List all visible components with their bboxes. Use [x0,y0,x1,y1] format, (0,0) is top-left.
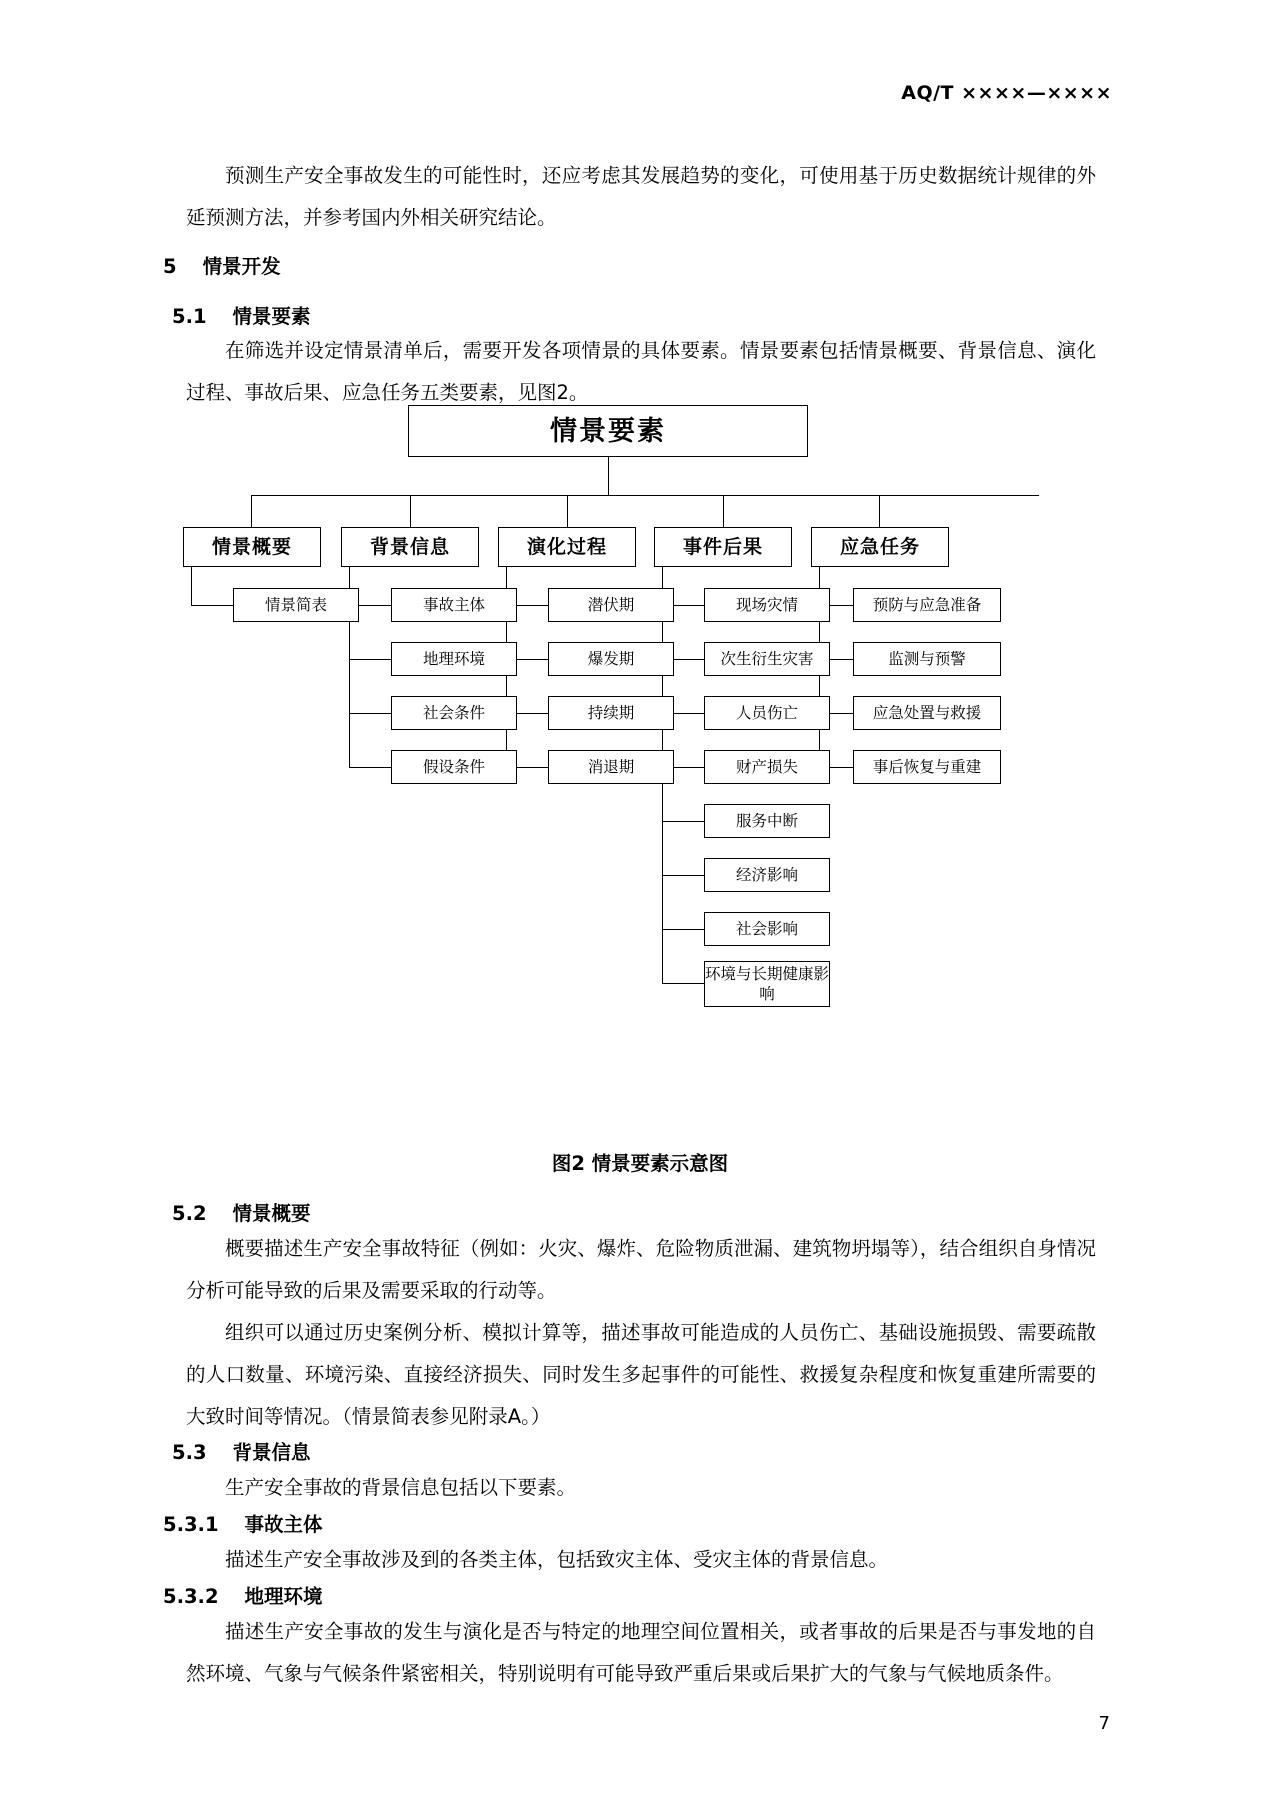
diagram-branch-title-1: 情景概要 [183,527,321,567]
heading-5-3-2 [163,1581,323,1609]
heading-5-2 [172,1198,311,1226]
diagram-leaf-b2-c1: 事故主体 [391,588,517,622]
heading-5-2-number: 5.2 [172,1202,207,1225]
diagram-leaf-b3-c2: 爆发期 [548,642,674,676]
heading-5-1 [172,301,311,329]
connector-drop-4 [723,495,724,527]
diagram-leaf-b4-c3: 人员伤亡 [704,696,830,730]
connector-b4-c5 [662,821,704,822]
heading-5-3-2-title: 地理环境 [244,1585,323,1608]
diagram-leaf-b2-c4: 假设条件 [391,750,517,784]
diagram-leaf-b5-c1: 预防与应急准备 [853,588,1001,622]
diagram-leaf-b4-c8: 环境与长期健康影响 [704,961,830,1007]
diagram-leaf-b5-c3: 应急处置与救援 [853,696,1001,730]
connector-drop-3 [567,495,568,527]
paragraph-intro: 预测生产安全事故发生的可能性时，还应考虑其发展趋势的变化，可使用基于历史数据统计规律的外延预测方法，并参考国内外相关研究结论。 [186,164,1096,229]
figure-2-scenario-elements [163,405,1093,1105]
heading-5-3-title: 背景信息 [232,1441,311,1464]
paragraph-5-3-1: 描述生产安全事故涉及到的各类主体，包括致灾主体、受灾主体的背景信息。 [225,1548,889,1571]
connector-b1-spine [191,567,192,605]
diagram-leaf-b4-c6: 经济影响 [704,858,830,892]
heading-5-3-1-title: 事故主体 [244,1513,323,1536]
heading-5-1-number: 5.1 [172,305,207,328]
paragraph-5-2-1: 概要描述生产安全事故特征（例如：火灾、爆炸、危险物质泄漏、建筑物坍塌等），结合组织自身情况分析可能导致的后果及需要采取的行动等。 [186,1237,1096,1302]
paragraph-5-2-2: 组织可以通过历史案例分析、模拟计算等，描述事故可能造成的人员伤亡、基础设施损毁、需要疏散的人口数量、环境污染、直接经济损失、同时发生多起事件的可能性、救援复杂程度和恢复重建所需要的大致时间等情况。（情景简表参见附录A。） [186,1321,1096,1428]
diagram-leaf-b1-c1: 情景简表 [233,588,359,622]
heading-5-3-1-number: 5.3.1 [163,1513,219,1536]
diagram-leaf-b4-c1: 现场灾情 [704,588,830,622]
connector-drop-2 [410,495,411,527]
connector-b4-c8 [662,983,704,984]
connector-drop-1 [251,495,252,527]
heading-5-title: 情景开发 [202,255,281,278]
connector-b2-c4 [349,767,391,768]
diagram-leaf-b3-c3: 持续期 [548,696,674,730]
paragraph-5-1: 在筛选并设定情景清单后，需要开发各项情景的具体要素。情景要素包括情景概要、背景信息、演化过程、事故后果、应急任务五类要素，见图2。 [186,339,1096,404]
paragraph-5-3: 生产安全事故的背景信息包括以下要素。 [225,1476,577,1499]
heading-5-3-1 [163,1509,323,1537]
diagram-branch-title-3: 演化过程 [498,527,636,567]
connector-b4-c6 [662,875,704,876]
diagram-leaf-b4-c5: 服务中断 [704,804,830,838]
connector-b2-c2 [349,659,391,660]
connector-b2-c3 [349,713,391,714]
diagram-root-node: 情景要素 [408,405,808,457]
page-number: 7 [1098,1713,1110,1734]
connector-drop-5 [879,495,880,527]
diagram-leaf-b4-c2: 次生衍生灾害 [704,642,830,676]
heading-5-number: 5 [163,255,177,278]
diagram-leaf-b2-c3: 社会条件 [391,696,517,730]
diagram-leaf-b5-c2: 监测与预警 [853,642,1001,676]
diagram-leaf-b3-c4: 消退期 [548,750,674,784]
diagram-leaf-b4-c4: 财产损失 [704,750,830,784]
connector-b1-c1 [191,605,233,606]
connector-level2-bus [251,495,1039,496]
heading-5-3 [172,1437,311,1465]
connector-b4-c7 [662,929,704,930]
paragraph-5-3-2: 描述生产安全事故的发生与演化是否与特定的地理空间位置相关，或者事故的后果是否与事发地的自然环境、气象与气候条件紧密相关，特别说明有可能导致严重后果或后果扩大的气象与气候地质条件。 [186,1620,1096,1685]
diagram-branch-title-5: 应急任务 [811,527,949,567]
diagram-leaf-b2-c2: 地理环境 [391,642,517,676]
figure-2-caption: 图2 情景要素示意图 [551,1152,729,1175]
diagram-branch-title-2: 背景信息 [341,527,479,567]
diagram-leaf-b5-c4: 事后恢复与重建 [853,750,1001,784]
heading-5 [163,251,281,279]
heading-5-3-2-number: 5.3.2 [163,1585,219,1608]
heading-5-1-title: 情景要素 [232,305,311,328]
heading-5-3-number: 5.3 [172,1441,207,1464]
diagram-leaf-b4-c7: 社会影响 [704,912,830,946]
page-header: AQ/T ××××—×××× [901,82,1112,104]
diagram-branch-title-4: 事件后果 [654,527,792,567]
diagram-leaf-b3-c1: 潜伏期 [548,588,674,622]
heading-5-2-title: 情景概要 [232,1202,311,1225]
connector-root-stem [608,457,609,495]
